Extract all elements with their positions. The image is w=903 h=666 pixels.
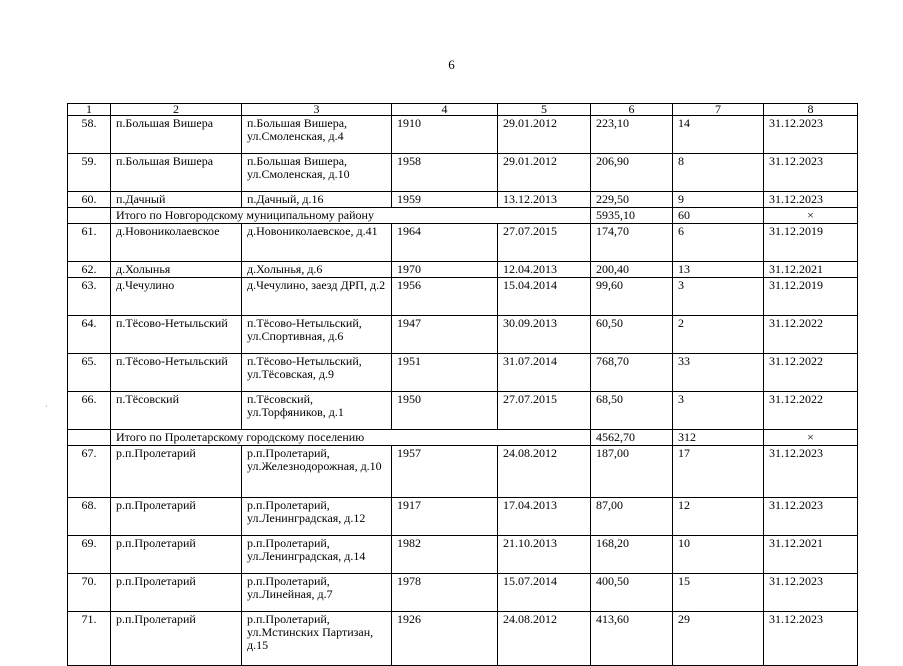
count-cell: 33 xyxy=(673,354,764,392)
date-cell: 29.01.2012 xyxy=(498,116,591,154)
address-cell: п.Дачный, д.16 xyxy=(242,192,392,208)
deadline-cell: 31.12.2023 xyxy=(764,574,858,612)
year-cell: 1964 xyxy=(392,224,498,262)
deadline-cell: 31.12.2023 xyxy=(764,612,858,666)
subtotal-label: Итого по Новгородскому муниципальному району xyxy=(111,208,591,224)
row-number: 69. xyxy=(68,536,111,574)
col-header-4: 4 xyxy=(392,104,498,116)
subtotal-mark: × xyxy=(764,430,858,446)
year-cell: 1926 xyxy=(392,612,498,666)
settlement-cell: р.п.Пролетарий xyxy=(111,612,242,666)
row-number: 66. xyxy=(68,392,111,430)
settlement-cell: р.п.Пролетарий xyxy=(111,536,242,574)
year-cell: 1959 xyxy=(392,192,498,208)
date-cell: 15.04.2014 xyxy=(498,278,591,316)
housing-table xyxy=(67,103,858,666)
settlement-cell: п.Большая Вишера xyxy=(111,116,242,154)
row-number: 64. xyxy=(68,316,111,354)
area-cell: 187,00 xyxy=(591,446,673,498)
year-cell: 1957 xyxy=(392,446,498,498)
count-cell: 3 xyxy=(673,392,764,430)
year-cell: 1910 xyxy=(392,116,498,154)
row-number: 62. xyxy=(68,262,111,278)
table-row xyxy=(68,498,858,536)
table-row xyxy=(68,224,858,262)
table-row xyxy=(68,446,858,498)
subtotal-count: 312 xyxy=(673,430,764,446)
year-cell: 1956 xyxy=(392,278,498,316)
year-cell: 1950 xyxy=(392,392,498,430)
address-cell: п.Тёсовский, ул.Торфяников, д.1 xyxy=(242,392,392,430)
date-cell: 17.04.2013 xyxy=(498,498,591,536)
area-cell: 87,00 xyxy=(591,498,673,536)
count-cell: 9 xyxy=(673,192,764,208)
subtotal-count: 60 xyxy=(673,208,764,224)
area-cell: 223,10 xyxy=(591,116,673,154)
table-row xyxy=(68,612,858,666)
deadline-cell: 31.12.2023 xyxy=(764,154,858,192)
col-header-7: 7 xyxy=(673,104,764,116)
deadline-cell: 31.12.2022 xyxy=(764,316,858,354)
area-cell: 68,50 xyxy=(591,392,673,430)
settlement-cell: д.Холынья xyxy=(111,262,242,278)
settlement-cell: р.п.Пролетарий xyxy=(111,574,242,612)
row-number: 65. xyxy=(68,354,111,392)
settlement-cell: п.Тёсово-Нетыльский xyxy=(111,316,242,354)
deadline-cell: 31.12.2022 xyxy=(764,392,858,430)
deadline-cell: 31.12.2021 xyxy=(764,262,858,278)
col-header-3: 3 xyxy=(242,104,392,116)
table-row xyxy=(68,354,858,392)
settlement-cell: р.п.Пролетарий xyxy=(111,498,242,536)
date-cell: 27.07.2015 xyxy=(498,392,591,430)
row-number: 60. xyxy=(68,192,111,208)
row-number: 61. xyxy=(68,224,111,262)
deadline-cell: 31.12.2021 xyxy=(764,536,858,574)
row-number: 70. xyxy=(68,574,111,612)
subtotal-empty-cell xyxy=(68,208,111,224)
year-cell: 1970 xyxy=(392,262,498,278)
address-cell: р.п.Пролетарий, ул.Линейная, д.7 xyxy=(242,574,392,612)
table-body xyxy=(68,104,858,666)
col-header-8: 8 xyxy=(764,104,858,116)
area-cell: 229,50 xyxy=(591,192,673,208)
count-cell: 2 xyxy=(673,316,764,354)
area-cell: 768,70 xyxy=(591,354,673,392)
subtotal-empty-cell xyxy=(68,430,111,446)
subtotal-row xyxy=(68,208,858,224)
count-cell: 10 xyxy=(673,536,764,574)
date-cell: 13.12.2013 xyxy=(498,192,591,208)
date-cell: 24.08.2012 xyxy=(498,612,591,666)
settlement-cell: п.Большая Вишера xyxy=(111,154,242,192)
deadline-cell: 31.12.2022 xyxy=(764,354,858,392)
year-cell: 1978 xyxy=(392,574,498,612)
subtotal-area: 5935,10 xyxy=(591,208,673,224)
table-row xyxy=(68,574,858,612)
table-row xyxy=(68,116,858,154)
address-cell: р.п.Пролетарий, ул.Железнодорожная, д.10 xyxy=(242,446,392,498)
col-header-5: 5 xyxy=(498,104,591,116)
deadline-cell: 31.12.2023 xyxy=(764,192,858,208)
address-cell: д.Холынья, д.6 xyxy=(242,262,392,278)
count-cell: 17 xyxy=(673,446,764,498)
area-cell: 168,20 xyxy=(591,536,673,574)
row-number: 71. xyxy=(68,612,111,666)
address-cell: п.Тёсово-Нетыльский, ул.Тёсовская, д.9 xyxy=(242,354,392,392)
settlement-cell: п.Тёсово-Нетыльский xyxy=(111,354,242,392)
count-cell: 13 xyxy=(673,262,764,278)
count-cell: 15 xyxy=(673,574,764,612)
year-cell: 1958 xyxy=(392,154,498,192)
row-number: 63. xyxy=(68,278,111,316)
date-cell: 12.04.2013 xyxy=(498,262,591,278)
date-cell: 21.10.2013 xyxy=(498,536,591,574)
count-cell: 14 xyxy=(673,116,764,154)
year-cell: 1982 xyxy=(392,536,498,574)
table-header-row xyxy=(68,104,858,116)
area-cell: 99,60 xyxy=(591,278,673,316)
scan-dot: · xyxy=(45,402,48,411)
count-cell: 12 xyxy=(673,498,764,536)
deadline-cell: 31.12.2023 xyxy=(764,446,858,498)
settlement-cell: д.Чечулино xyxy=(111,278,242,316)
date-cell: 29.01.2012 xyxy=(498,154,591,192)
table-row xyxy=(68,192,858,208)
settlement-cell: д.Новониколаевское xyxy=(111,224,242,262)
year-cell: 1947 xyxy=(392,316,498,354)
area-cell: 200,40 xyxy=(591,262,673,278)
deadline-cell: 31.12.2019 xyxy=(764,278,858,316)
area-cell: 413,60 xyxy=(591,612,673,666)
count-cell: 3 xyxy=(673,278,764,316)
page-number: 6 xyxy=(448,57,455,72)
address-cell: р.п.Пролетарий, ул.Мстинских Партизан, д.15 xyxy=(242,612,392,666)
settlement-cell: п.Тёсовский xyxy=(111,392,242,430)
date-cell: 27.07.2015 xyxy=(498,224,591,262)
row-number: 59. xyxy=(68,154,111,192)
subtotal-area: 4562,70 xyxy=(591,430,673,446)
address-cell: д.Чечулино, заезд ДРП, д.2 xyxy=(242,278,392,316)
year-cell: 1951 xyxy=(392,354,498,392)
address-cell: п.Тёсово-Нетыльский, ул.Спортивная, д.6 xyxy=(242,316,392,354)
address-cell: п.Большая Вишера, ул.Смоленская, д.4 xyxy=(242,116,392,154)
settlement-cell: р.п.Пролетарий xyxy=(111,446,242,498)
deadline-cell: 31.12.2019 xyxy=(764,224,858,262)
date-cell: 24.08.2012 xyxy=(498,446,591,498)
date-cell: 30.09.2013 xyxy=(498,316,591,354)
deadline-cell: 31.12.2023 xyxy=(764,498,858,536)
count-cell: 8 xyxy=(673,154,764,192)
table-row xyxy=(68,392,858,430)
settlement-cell: п.Дачный xyxy=(111,192,242,208)
table-row xyxy=(68,316,858,354)
row-number: 58. xyxy=(68,116,111,154)
table-row xyxy=(68,536,858,574)
row-number: 68. xyxy=(68,498,111,536)
col-header-6: 6 xyxy=(591,104,673,116)
area-cell: 174,70 xyxy=(591,224,673,262)
table-row xyxy=(68,262,858,278)
year-cell: 1917 xyxy=(392,498,498,536)
address-cell: р.п.Пролетарий, ул.Ленинградская, д.14 xyxy=(242,536,392,574)
subtotal-mark: × xyxy=(764,208,858,224)
address-cell: д.Новониколаевское, д.41 xyxy=(242,224,392,262)
row-number: 67. xyxy=(68,446,111,498)
table-row xyxy=(68,278,858,316)
col-header-2: 2 xyxy=(111,104,242,116)
area-cell: 206,90 xyxy=(591,154,673,192)
area-cell: 60,50 xyxy=(591,316,673,354)
deadline-cell: 31.12.2023 xyxy=(764,116,858,154)
col-header-1: 1 xyxy=(68,104,111,116)
date-cell: 31.07.2014 xyxy=(498,354,591,392)
area-cell: 400,50 xyxy=(591,574,673,612)
address-cell: п.Большая Вишера, ул.Смоленская, д.10 xyxy=(242,154,392,192)
count-cell: 6 xyxy=(673,224,764,262)
subtotal-row xyxy=(68,430,858,446)
date-cell: 15.07.2014 xyxy=(498,574,591,612)
address-cell: р.п.Пролетарий, ул.Ленинградская, д.12 xyxy=(242,498,392,536)
table-row xyxy=(68,154,858,192)
count-cell: 29 xyxy=(673,612,764,666)
subtotal-label: Итого по Пролетарскому городскому поселению xyxy=(111,430,591,446)
